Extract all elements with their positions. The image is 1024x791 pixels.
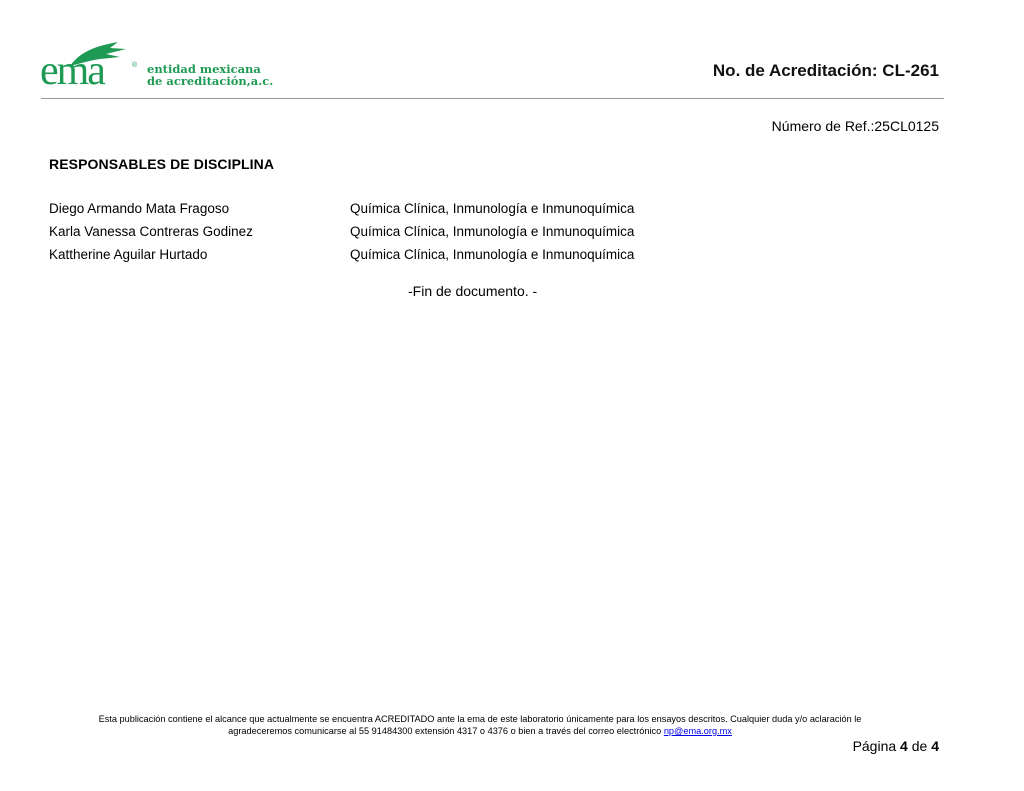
registered-mark: ® <box>132 62 138 69</box>
page-label: Página <box>852 738 897 754</box>
end-of-document: -Fin de documento. - <box>408 283 538 299</box>
section-title: RESPONSABLES DE DISCIPLINA <box>49 156 275 172</box>
page-number <box>853 738 939 754</box>
header-divider <box>41 98 944 99</box>
logo-tagline-line1: entidad mexicana <box>147 62 261 76</box>
responsables-list <box>49 201 749 270</box>
person-name: Karla Vanessa Contreras Godinez <box>49 224 253 239</box>
reference-number: Número de Ref.:25CL0125 <box>771 118 939 134</box>
page-separator: de <box>911 738 928 754</box>
accreditation-number: No. de Acreditación: CL-261 <box>712 61 939 80</box>
page-current: 4 <box>900 738 908 754</box>
footer-line2 <box>40 725 920 737</box>
person-discipline: Química Clínica, Inmunología e Inmunoquímica <box>350 247 635 262</box>
logo-tagline <box>147 63 273 87</box>
footer-note <box>40 713 920 737</box>
logo-wordmark: ema <box>40 48 104 94</box>
list-item <box>49 201 749 224</box>
ema-logo <box>40 40 280 92</box>
list-item <box>49 224 749 247</box>
footer-line1: Esta publicación contiene el alcance que actualmente se encuentra ACREDITADO ante la ema de este laboratorio únicamente para los ensayos descritos. Cualquier duda y/o aclaración le <box>98 714 862 724</box>
page-total: 4 <box>931 738 939 754</box>
person-discipline: Química Clínica, Inmunología e Inmunoquímica <box>350 201 635 216</box>
footer-line2-text: agradeceremos comunicarse al 55 91484300 extensión 4317 o 4376 o bien a través del correo electrónico <box>228 726 662 736</box>
logo-tagline-line2: de acreditación,a.c. <box>147 74 274 88</box>
email-link[interactable]: np@ema.org.mx <box>663 726 732 736</box>
list-item <box>49 247 749 270</box>
person-name: Diego Armando Mata Fragoso <box>49 201 230 216</box>
person-discipline: Química Clínica, Inmunología e Inmunoquímica <box>350 224 635 239</box>
person-name: Kattherine Aguilar Hurtado <box>49 247 208 262</box>
